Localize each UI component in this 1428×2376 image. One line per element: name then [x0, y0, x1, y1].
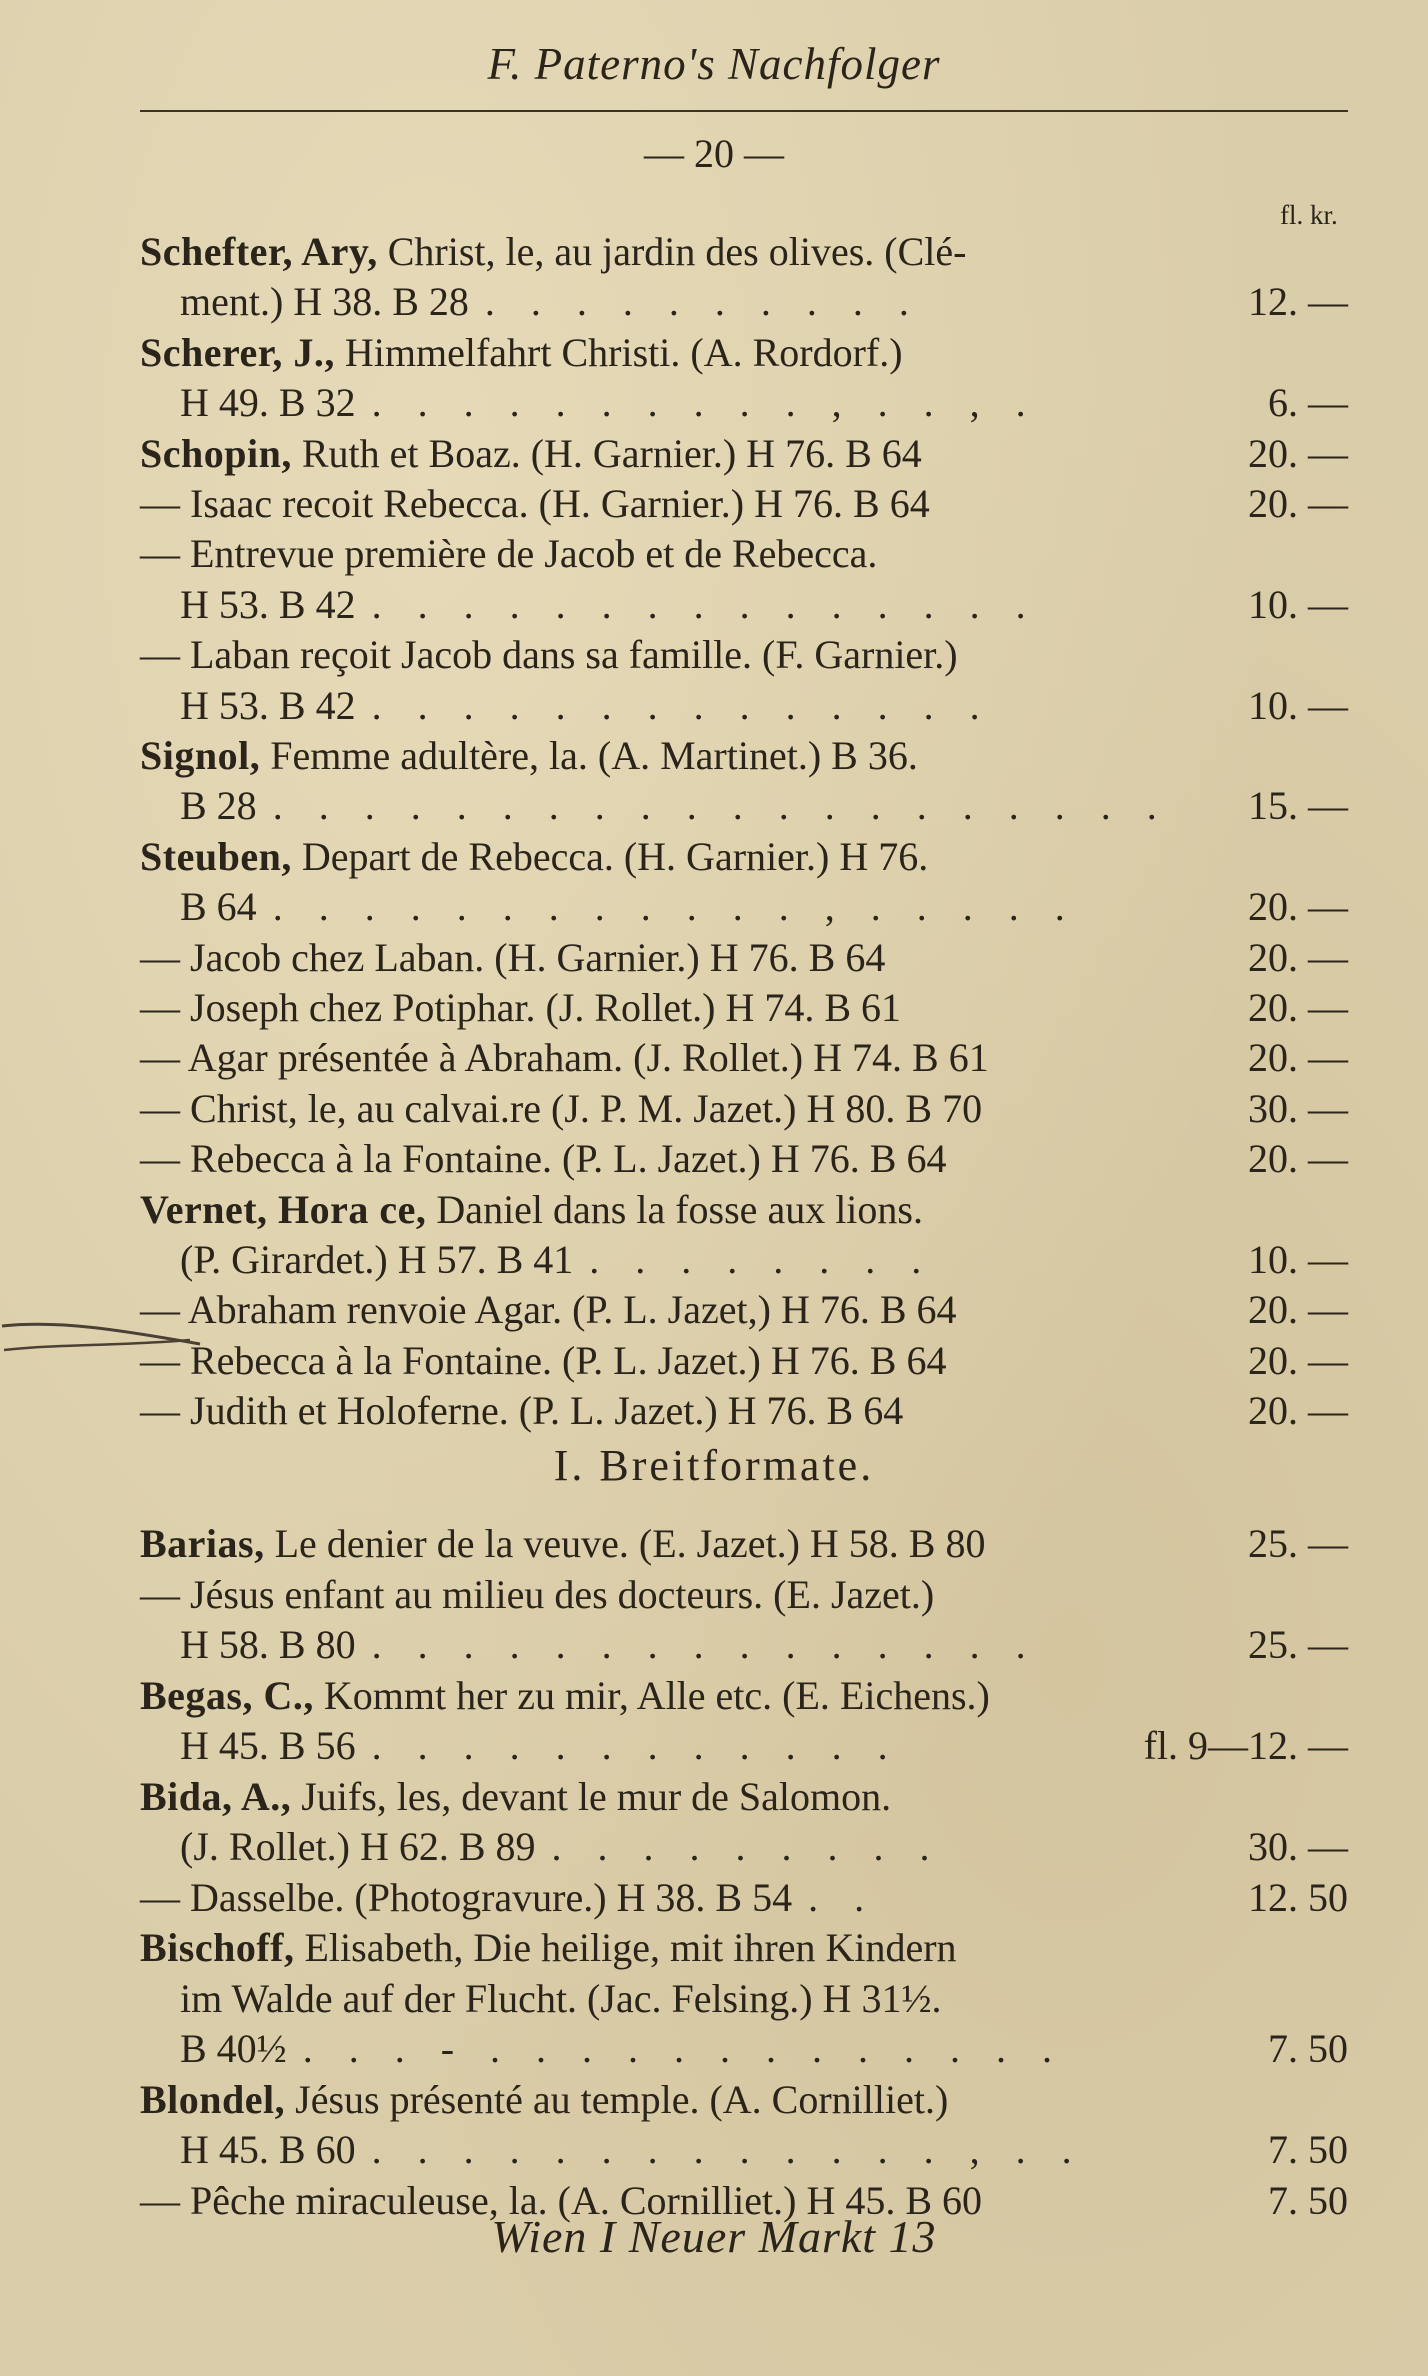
entry-text: — Rebecca à la Fontaine. (P. L. Jazet.) H 76. B 64: [140, 1337, 947, 1383]
dot-leader: . .: [808, 1874, 878, 1920]
entry-line: [180, 1973, 1348, 2025]
entry-line: [180, 1720, 1348, 1772]
entry-text: H 53. B 42: [180, 581, 356, 627]
entry-text: Christ, le, au jardin des olives. (Clé-: [377, 229, 967, 274]
entry-text: H 45. B 60: [180, 2127, 356, 2172]
entry-line: [140, 428, 1348, 480]
price: 12. 50: [1248, 1874, 1348, 1920]
entry-line: [180, 1619, 1348, 1671]
entry-line: [180, 276, 1348, 328]
artist-name: Vernet, Hora ce,: [140, 1186, 427, 1232]
entry-line: [180, 780, 1348, 832]
entry-text: Jésus présenté au temple. (A. Cornilliet.): [285, 2076, 949, 2122]
price: 15. —: [1248, 783, 1348, 829]
entry-text: — Dasselbe. (Photogravure.) H 38. B 54: [140, 1874, 793, 1920]
entry-line: [180, 579, 1348, 631]
entry-line: [140, 1569, 1348, 1621]
entry-line: [140, 1083, 1348, 1135]
entry-text: H 45. B 56: [180, 1723, 356, 1768]
dot-leader: . . . . . . . . . . . . . . .: [371, 1622, 1039, 1667]
entry-line: [140, 831, 1348, 883]
entry-line: [180, 680, 1348, 732]
entry-line: [140, 1922, 1348, 1974]
header-rule: [140, 110, 1348, 112]
entry-text: — Entrevue première de Jacob et de Rebecca.: [140, 531, 878, 577]
price: 7. 50: [1268, 2177, 1348, 2223]
dot-leader: . . . . . . . . . . . . . . . . . . . .: [272, 783, 1170, 829]
entry-line: [140, 1184, 1348, 1236]
entry-line: [140, 528, 1348, 580]
price: 12. —: [1248, 279, 1348, 325]
entry-text: H 53. B 42: [180, 682, 356, 728]
entry-text: — Isaac recoit Rebecca. (H. Garnier.) H 76. B 64: [140, 481, 930, 526]
entry-line: [140, 932, 1348, 984]
entry-text: im Walde auf der Flucht. (Jac. Felsing.) H 31½.: [180, 1975, 942, 2021]
entry-text: — Rebecca à la Fontaine. (P. L. Jazet.) H 76. B 64: [140, 1136, 947, 1182]
entry-text: H 58. B 80: [180, 1622, 356, 1667]
price: 7. 50: [1268, 2127, 1348, 2172]
entry-text: Himmelfahrt Christi. (A. Rordorf.): [334, 329, 903, 375]
artist-name: Scherer, J.,: [140, 329, 335, 375]
entry-text: — Agar présentée à Abraham. (J. Rollet.) H 74. B 61: [140, 1035, 989, 1081]
dot-leader: . . . . . . . . .: [551, 1824, 943, 1869]
dot-leader: . . . . . . . . . .: [484, 279, 922, 325]
artist-name: Begas, C.,: [140, 1672, 314, 1718]
price: 20. —: [1248, 1287, 1348, 1333]
entry-text: — Laban reçoit Jacob dans sa famille. (F. Garnier.): [140, 632, 958, 678]
section-heading: I. Breitformate.: [553, 1441, 875, 1490]
entry-text: ment.) H 38. B 28: [180, 279, 469, 325]
entry-text: B 40½: [180, 2026, 287, 2071]
entry-text: Depart de Rebecca. (H. Garnier.) H 76.: [291, 833, 929, 879]
entry-text: Femme adultère, la. (A. Martinet.) B 36.: [260, 733, 918, 778]
price: 10. —: [1248, 581, 1348, 627]
entry-line: [140, 1518, 1348, 1570]
entry-text: (J. Rollet.) H 62. B 89: [180, 1824, 536, 1869]
price: 20. —: [1248, 1136, 1348, 1182]
artist-name: Schefter, Ary,: [140, 229, 378, 274]
entry-text: — Jacob chez Laban. (H. Garnier.) H 76. B 64: [140, 934, 886, 980]
price: 20. —: [1248, 430, 1348, 476]
price: 25. —: [1248, 1622, 1348, 1667]
dot-leader: . . . . . . . . . . . .: [371, 1723, 901, 1768]
entry-text: — Jésus enfant au milieu des docteurs. (E. Jazet.): [140, 1571, 935, 1617]
column-head-kr: kr.: [1310, 200, 1338, 230]
entry-text: Daniel dans la fosse aux lions.: [426, 1186, 923, 1232]
running-title: F. Paterno's Nachfolger: [487, 39, 941, 89]
entry-text: — Abraham renvoie Agar. (P. L. Jazet,) H 76. B 64: [140, 1287, 957, 1333]
price: fl. 9—12. —: [1143, 1723, 1348, 1768]
price: 20. —: [1248, 985, 1348, 1030]
entry-line: [140, 982, 1348, 1034]
entry-line: [180, 1821, 1348, 1873]
entry-line: [140, 1335, 1348, 1387]
entry-text: Elisabeth, Die heilige, mit ihren Kindern: [294, 1925, 957, 1970]
dot-leader: . . . . . . . . . . . . . . .: [371, 581, 1039, 627]
price: 30. —: [1248, 1824, 1348, 1869]
artist-name: Blondel,: [140, 2076, 286, 2122]
dot-leader: . . . . . . . . . . . . , . . . . .: [272, 884, 1078, 930]
entry-line: [180, 1234, 1348, 1286]
price: 20. —: [1248, 1035, 1348, 1081]
entry-line: [140, 629, 1348, 681]
entry-line: [140, 1133, 1348, 1185]
price: 20. —: [1248, 884, 1348, 930]
price: 10. —: [1248, 1237, 1348, 1282]
artist-name: Steuben,: [140, 833, 292, 879]
entry-line: [140, 478, 1348, 530]
entry-line: [140, 2074, 1348, 2126]
entry-text: Kommt her zu mir, Alle etc. (E. Eichens.): [313, 1672, 990, 1718]
entry-line: [180, 2124, 1348, 2176]
price: 25. —: [1248, 1521, 1348, 1566]
entry-line: [140, 1032, 1348, 1084]
entry-line: [180, 881, 1348, 933]
entry-text: (P. Girardet.) H 57. B 41: [180, 1237, 574, 1282]
price: 10. —: [1248, 682, 1348, 728]
artist-name: Schopin,: [140, 430, 292, 476]
price: 6. —: [1268, 380, 1348, 426]
entry-line: [180, 377, 1348, 429]
entry-line: [140, 226, 1348, 278]
column-head-fl: fl.: [1280, 200, 1304, 230]
entry-line: [140, 1771, 1348, 1823]
artist-name: Barias,: [140, 1521, 265, 1566]
price: 20. —: [1248, 481, 1348, 526]
dot-leader: . . . . . . . . . . . . . , . .: [371, 2127, 1085, 2172]
pen-stroke-mark: [0, 1308, 220, 1368]
footer-address: Wien I Neuer Markt 13: [491, 2211, 937, 2262]
entry-line: [140, 1872, 1348, 1924]
entry-text: — Joseph chez Potiphar. (J. Rollet.) H 74. B 61: [140, 985, 902, 1030]
dot-leader: . . . . . . . . . . . . . .: [371, 682, 993, 728]
entry-line: [140, 1670, 1348, 1722]
dot-leader: . . . - . . . . . . . . . . . . .: [302, 2026, 1066, 2071]
price: 20. —: [1248, 1388, 1348, 1434]
artist-name: Signol,: [140, 733, 261, 778]
entry-text: Juifs, les, devant le mur de Salomon.: [291, 1773, 892, 1819]
entry-line: [140, 327, 1348, 379]
entry-text: — Judith et Holoferne. (P. L. Jazet.) H 76. B 64: [140, 1388, 904, 1434]
dot-leader: . . . . . . . .: [589, 1237, 935, 1282]
artist-name: Bischoff,: [140, 1925, 295, 1970]
entry-line: [180, 2023, 1348, 2075]
price: 30. —: [1248, 1085, 1348, 1131]
entry-text: Ruth et Boaz. (H. Garnier.) H 76. B 64: [291, 430, 922, 476]
entry-line: [140, 730, 1348, 782]
entry-line: [140, 1385, 1348, 1437]
entry-text: H 49. B 32: [180, 380, 356, 426]
entry-text: — Christ, le, au calvai.re (J. P. M. Jazet.) H 80. B 70: [140, 1085, 983, 1131]
entry-text: — Pêche miraculeuse, la. (A. Cornilliet.) H 45. B 60: [140, 2177, 983, 2223]
price: 20. —: [1248, 934, 1348, 980]
entry-text: B 64: [180, 884, 257, 930]
entry-text: B 28: [180, 783, 257, 829]
price: 7. 50: [1268, 2026, 1348, 2071]
page-number: — 20 —: [644, 131, 784, 176]
dot-leader: . . . . . . . . . . , . . , .: [371, 380, 1039, 426]
entry-text: Le denier de la veuve. (E. Jazet.) H 58. B 80: [264, 1521, 986, 1566]
artist-name: Bida, A.,: [140, 1773, 292, 1819]
price: 20. —: [1248, 1337, 1348, 1383]
entry-line: [140, 1284, 1348, 1336]
